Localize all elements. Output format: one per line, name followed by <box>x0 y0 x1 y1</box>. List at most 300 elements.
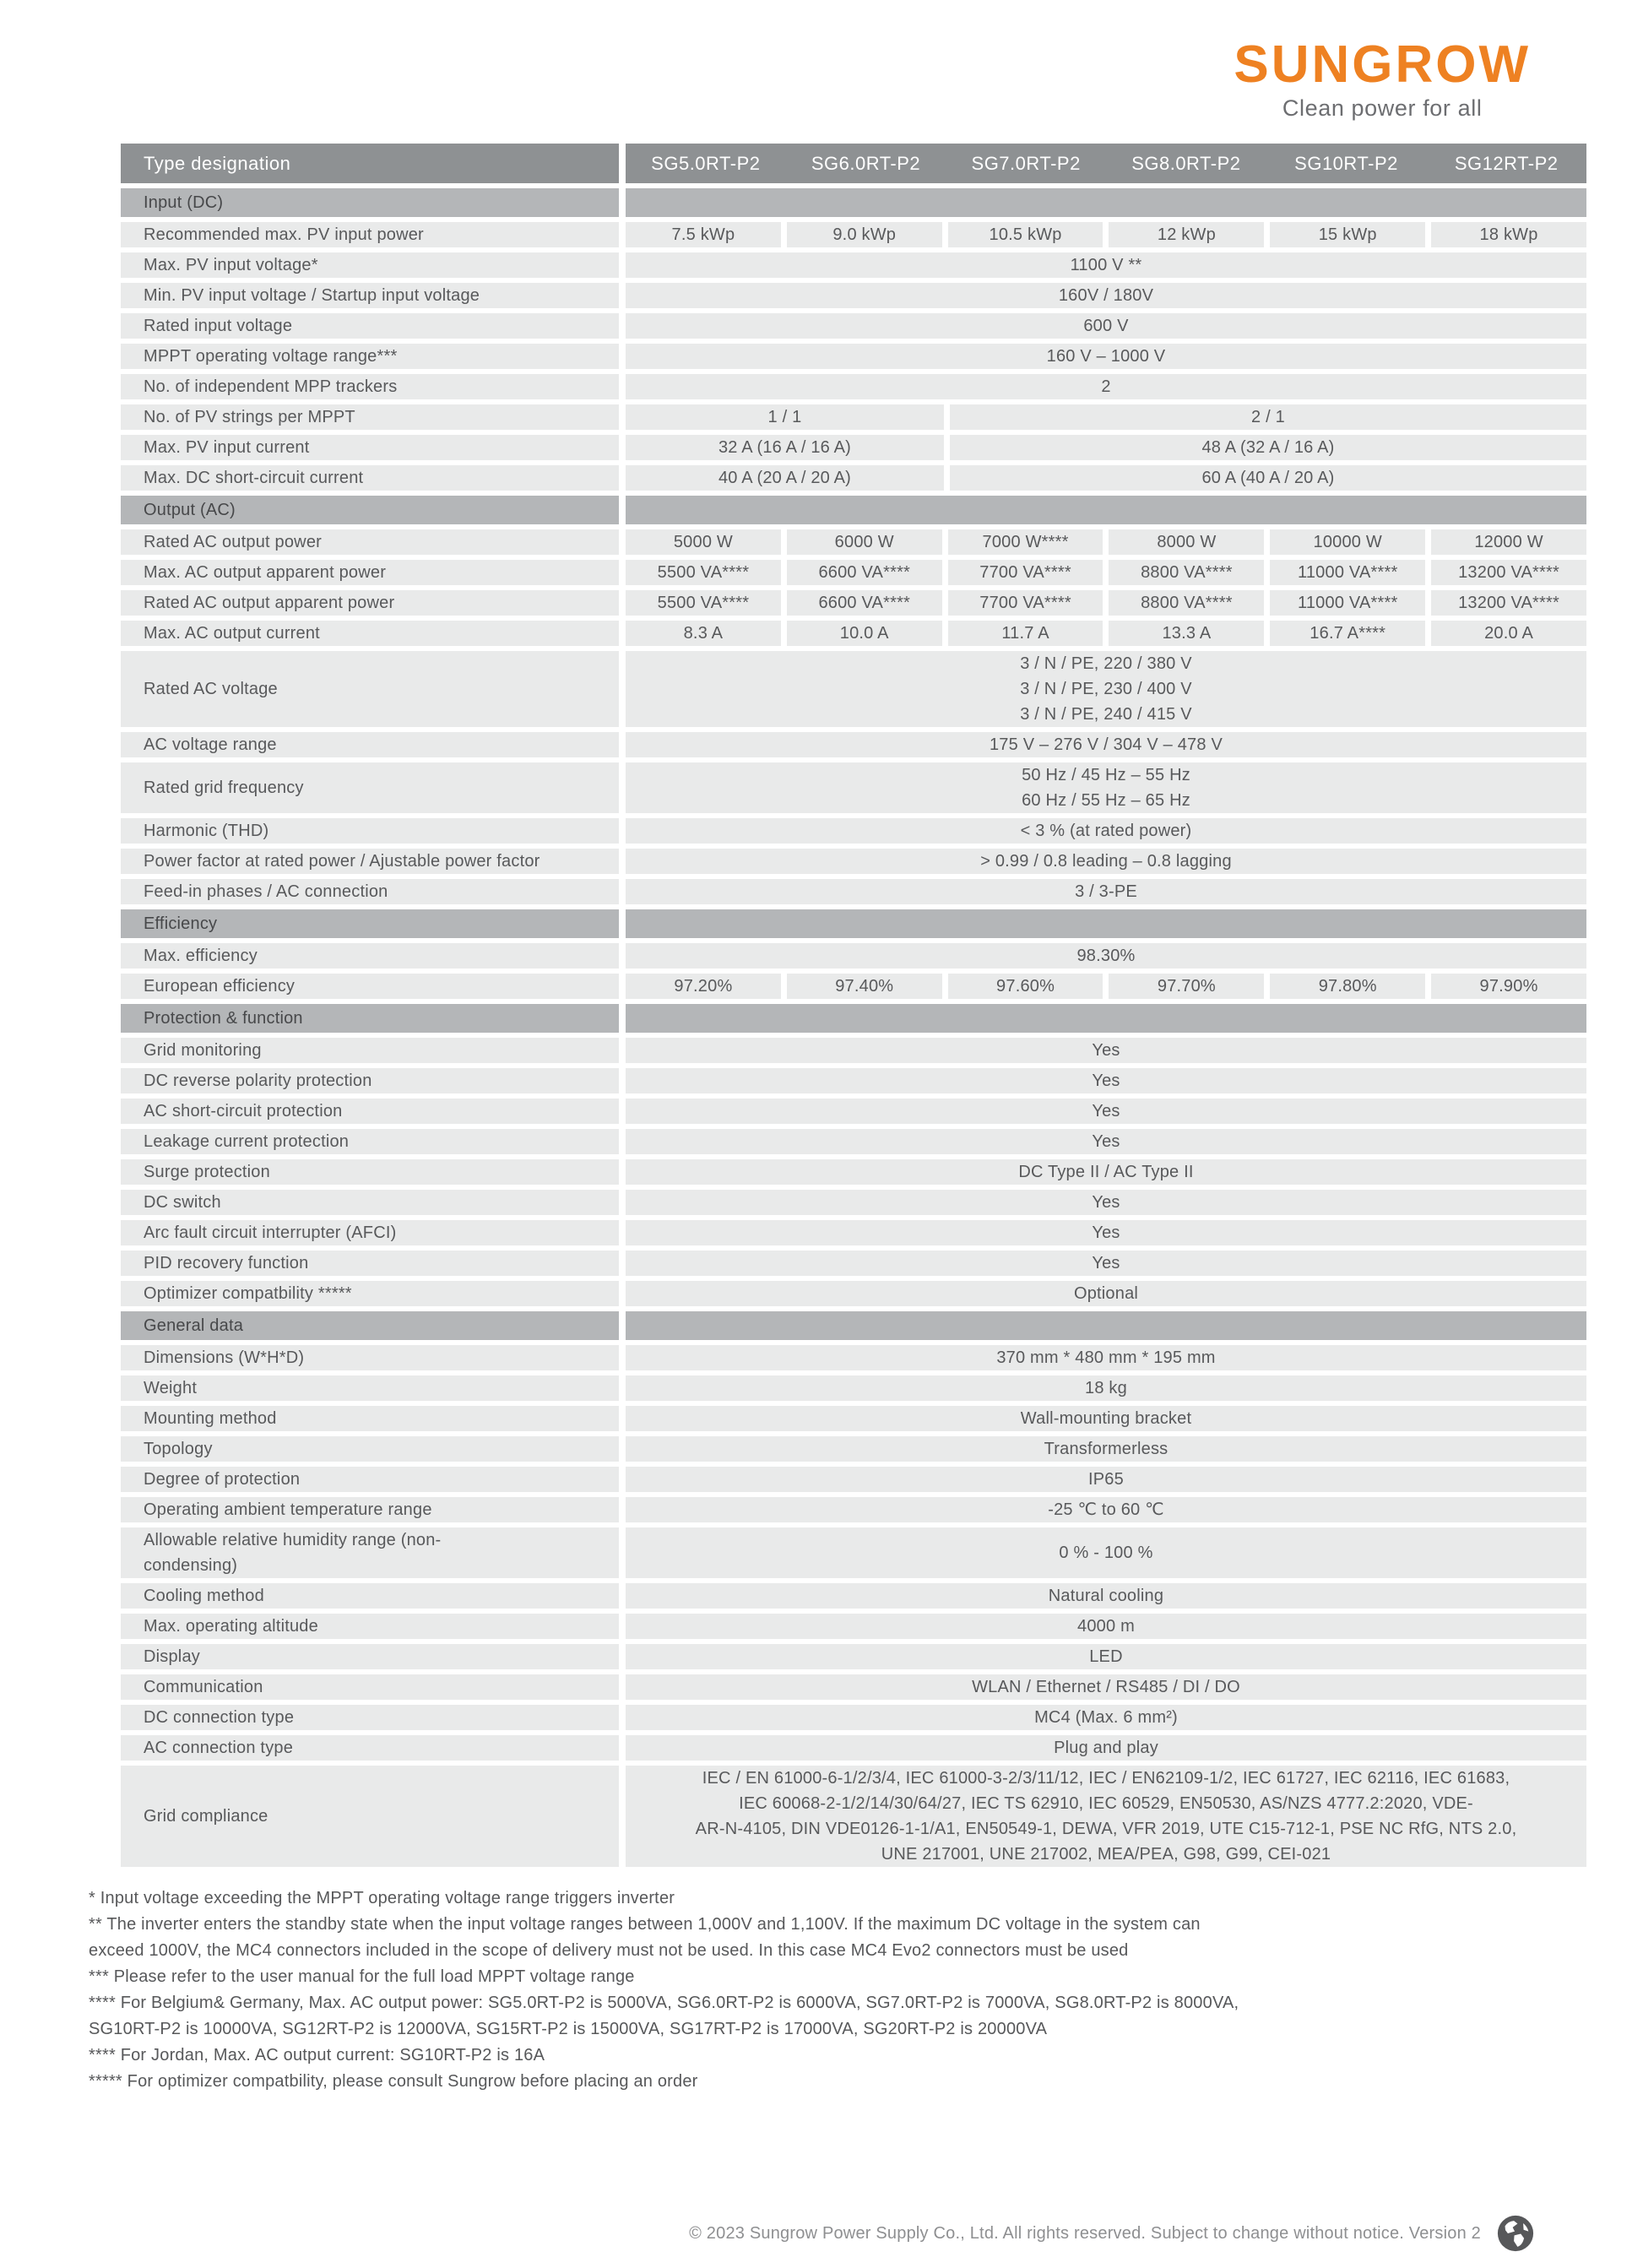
row-label <box>121 374 619 399</box>
label-line: Max. efficiency <box>144 947 258 965</box>
column-gap <box>619 651 626 727</box>
spec-row <box>121 404 1586 430</box>
column-gap <box>619 1099 626 1124</box>
row-value <box>1109 222 1264 247</box>
column-gap <box>619 1583 626 1609</box>
row-label <box>121 1159 619 1185</box>
spec-row <box>121 1583 1586 1609</box>
row-value <box>1270 529 1425 555</box>
column-gap <box>619 621 626 646</box>
value-line: AR-N-4105, DIN VDE0126-1-1/A1, EN50549-1, DEWA, VFR 2019, UTE C15-712-1, PSE NC RfG, NTS 2.0, <box>695 1820 1517 1838</box>
brand-header <box>1234 37 1531 122</box>
spec-row <box>121 1614 1586 1639</box>
value-line: 15 kWp <box>1318 225 1377 244</box>
value-line: 97.90% <box>1479 977 1538 996</box>
value-line: 3 / N / PE, 230 / 400 V <box>1020 680 1192 698</box>
row-value <box>1109 621 1264 646</box>
column-gap <box>619 404 626 430</box>
row-value <box>626 313 1586 339</box>
row-values <box>626 1375 1586 1401</box>
row-value <box>626 222 781 247</box>
value-line: LED <box>1089 1647 1123 1666</box>
column-gap <box>619 1705 626 1730</box>
row-values <box>626 1497 1586 1522</box>
row-label <box>121 252 619 278</box>
row-label <box>121 1281 619 1306</box>
spec-row <box>121 621 1586 646</box>
value-line: 2 <box>1101 377 1111 396</box>
value-line: IP65 <box>1088 1470 1124 1489</box>
row-values <box>626 974 1586 999</box>
spec-row <box>121 1068 1586 1093</box>
spec-row <box>121 1375 1586 1401</box>
section-header-row <box>121 496 1586 524</box>
column-gap <box>619 529 626 555</box>
value-line: IEC 60068-2-1/2/14/30/64/27, IEC TS 62910, IEC 60529, EN50530, AS/NZS 4777.2:2020, VDE- <box>739 1794 1473 1813</box>
spec-row <box>121 560 1586 585</box>
value-line: 18 kWp <box>1479 225 1538 244</box>
label-line: Max. operating altitude <box>144 1617 318 1636</box>
section-title: Protection & function <box>121 1004 619 1033</box>
label-line: AC voltage range <box>144 735 277 754</box>
spec-row <box>121 1038 1586 1063</box>
value-line: 11000 VA**** <box>1298 563 1398 582</box>
footnote-line: ** The inverter enters the standby state when the input voltage ranges between 1,000V and 1,100V. If the maximum DC voltage in the system can <box>89 1915 1201 1934</box>
row-value <box>1431 590 1586 616</box>
column-gap <box>619 1467 626 1492</box>
footnotes <box>89 1885 1592 2095</box>
column-gap <box>619 943 626 969</box>
spec-row <box>121 1497 1586 1522</box>
row-label <box>121 1190 619 1215</box>
section-bar <box>626 1311 1586 1340</box>
row-values <box>626 590 1586 616</box>
column-gap <box>619 1251 626 1276</box>
row-value <box>626 404 944 430</box>
row-label <box>121 943 619 969</box>
row-values <box>626 849 1586 874</box>
spec-row <box>121 879 1586 904</box>
value-line: 10.0 A <box>839 624 889 643</box>
row-label <box>121 283 619 308</box>
row-values <box>626 1129 1586 1154</box>
row-values <box>626 1674 1586 1700</box>
value-line: Yes <box>1092 1072 1120 1090</box>
row-value <box>626 1583 1586 1609</box>
label-line: Communication <box>144 1678 263 1696</box>
value-line: -25 ℃ to 60 ℃ <box>1048 1500 1164 1519</box>
spec-row <box>121 1099 1586 1124</box>
model-column-header: SG12RT-P2 <box>1454 152 1559 174</box>
value-line: 11000 VA**** <box>1298 594 1398 612</box>
label-line: Grid monitoring <box>144 1041 262 1060</box>
value-line: < 3 % (at rated power) <box>1020 822 1192 840</box>
row-label <box>121 651 619 727</box>
row-values <box>626 943 1586 969</box>
value-line: 160V / 180V <box>1058 286 1154 305</box>
footnote-line: **** For Jordan, Max. AC output current: SG10RT-P2 is 16A <box>89 2046 545 2065</box>
value-line: 600 V <box>1083 317 1129 335</box>
row-value <box>626 1099 1586 1124</box>
value-line: 13200 VA**** <box>1458 594 1559 612</box>
value-line: Yes <box>1092 1193 1120 1212</box>
row-value <box>626 1497 1586 1522</box>
value-line: Yes <box>1092 1102 1120 1120</box>
value-line: 97.80% <box>1318 977 1377 996</box>
spec-row <box>121 1345 1586 1370</box>
datasheet-page <box>0 37 1643 2268</box>
value-line: 20.0 A <box>1484 624 1534 643</box>
row-label <box>121 313 619 339</box>
value-line: 4000 m <box>1077 1617 1135 1636</box>
section-bar <box>626 1004 1586 1033</box>
row-values <box>626 1583 1586 1609</box>
column-gap <box>619 1004 626 1033</box>
column-gap <box>619 1735 626 1761</box>
spec-table <box>121 144 1586 1867</box>
row-value <box>1109 974 1264 999</box>
column-gap <box>619 313 626 339</box>
column-gap <box>619 188 626 217</box>
row-values <box>626 1038 1586 1063</box>
type-designation-header: Type designation <box>121 144 619 183</box>
spec-row <box>121 1527 1586 1578</box>
row-values <box>626 1281 1586 1306</box>
model-column-header: SG8.0RT-P2 <box>1131 152 1241 174</box>
label-line: No. of independent MPP trackers <box>144 377 398 396</box>
label-line: Max. PV input voltage* <box>144 256 318 274</box>
value-line: 13200 VA**** <box>1458 563 1559 582</box>
row-value <box>626 1190 1586 1215</box>
column-gap <box>619 879 626 904</box>
row-value <box>626 879 1586 904</box>
column-gap <box>619 762 626 813</box>
row-label <box>121 849 619 874</box>
value-line: DC Type II / AC Type II <box>1018 1163 1194 1181</box>
column-gap <box>619 222 626 247</box>
label-line: Harmonic (THD) <box>144 822 269 840</box>
footnote-line: **** For Belgium& Germany, Max. AC output power: SG5.0RT-P2 is 5000VA, SG6.0RT-P2 is 6000VA, SG7.0RT-P2 is 7000VA, SG8.0RT-P2 is 8000VA, <box>89 1994 1239 2012</box>
value-line: UNE 217001, UNE 217002, MEA/PEA, G98, G99, CEI-021 <box>881 1845 1331 1864</box>
row-label <box>121 404 619 430</box>
row-values <box>626 222 1586 247</box>
row-value <box>787 222 942 247</box>
row-label <box>121 1220 619 1245</box>
row-values <box>626 283 1586 308</box>
row-value <box>626 252 1586 278</box>
row-value <box>626 974 781 999</box>
row-label <box>121 1038 619 1063</box>
row-value <box>1431 621 1586 646</box>
section-header-row <box>121 188 1586 217</box>
column-gap <box>619 435 626 460</box>
section-bar <box>626 188 1586 217</box>
row-value <box>1270 590 1425 616</box>
row-label <box>121 1614 619 1639</box>
spec-row <box>121 344 1586 369</box>
column-gap <box>619 1766 626 1867</box>
row-label <box>121 1674 619 1700</box>
row-values <box>626 1614 1586 1639</box>
globe-icon <box>1496 2214 1535 2253</box>
table-header-row <box>121 144 1586 183</box>
row-value <box>626 590 781 616</box>
spec-row <box>121 252 1586 278</box>
spec-row <box>121 529 1586 555</box>
row-value <box>787 529 942 555</box>
row-label <box>121 879 619 904</box>
row-label <box>121 560 619 585</box>
row-value <box>1109 560 1264 585</box>
spec-row <box>121 1281 1586 1306</box>
label-line: Leakage current protection <box>144 1132 350 1151</box>
label-line: No. of PV strings per MPPT <box>144 408 355 426</box>
row-value <box>626 1159 1586 1185</box>
row-label <box>121 974 619 999</box>
row-label <box>121 1345 619 1370</box>
section-header-row <box>121 1004 1586 1033</box>
row-values <box>626 1705 1586 1730</box>
label-line: Weight <box>144 1379 198 1397</box>
row-values <box>626 529 1586 555</box>
label-line: condensing) <box>144 1556 238 1575</box>
row-label <box>121 1436 619 1462</box>
value-line: 60 A (40 A / 20 A) <box>1201 469 1335 487</box>
section-title: Input (DC) <box>121 188 619 217</box>
row-values <box>626 313 1586 339</box>
column-gap <box>619 909 626 938</box>
row-label <box>121 1375 619 1401</box>
label-line: Operating ambient temperature range <box>144 1500 432 1519</box>
row-label <box>121 1251 619 1276</box>
row-label <box>121 529 619 555</box>
row-value <box>787 590 942 616</box>
page-footer <box>689 2214 1535 2253</box>
row-value <box>626 762 1586 813</box>
row-values <box>626 1190 1586 1215</box>
spec-row <box>121 818 1586 844</box>
column-gap <box>619 1436 626 1462</box>
column-gap <box>619 144 626 183</box>
row-values <box>626 344 1586 369</box>
label-line: AC short-circuit protection <box>144 1102 343 1120</box>
value-line: 9.0 kWp <box>832 225 897 244</box>
value-line: 12 kWp <box>1157 225 1216 244</box>
row-value <box>1109 529 1264 555</box>
value-line: 8800 VA**** <box>1141 594 1233 612</box>
value-line: Natural cooling <box>1048 1587 1164 1605</box>
row-value <box>626 465 944 491</box>
spec-row <box>121 374 1586 399</box>
spec-row <box>121 465 1586 491</box>
row-value <box>626 1436 1586 1462</box>
row-value <box>626 435 944 460</box>
row-value <box>626 1467 1586 1492</box>
spec-row <box>121 1406 1586 1431</box>
section-bar <box>626 496 1586 524</box>
row-value <box>948 621 1103 646</box>
row-label <box>121 222 619 247</box>
row-label <box>121 590 619 616</box>
row-value <box>948 590 1103 616</box>
row-value <box>626 1705 1586 1730</box>
spec-row <box>121 943 1586 969</box>
sungrow-logo: SUNGROW <box>1234 35 1531 94</box>
spec-row <box>121 1674 1586 1700</box>
row-values <box>626 252 1586 278</box>
row-value <box>1270 974 1425 999</box>
row-label <box>121 732 619 757</box>
row-values <box>626 465 1586 491</box>
row-value <box>950 435 1586 460</box>
label-line: Rated AC voltage <box>144 680 278 698</box>
label-line: Mounting method <box>144 1409 277 1428</box>
spec-row <box>121 974 1586 999</box>
row-value <box>1270 560 1425 585</box>
row-value <box>626 1068 1586 1093</box>
label-line: Rated grid frequency <box>144 779 304 797</box>
label-line: Rated AC output apparent power <box>144 594 395 612</box>
label-line: Grid compliance <box>144 1807 268 1826</box>
column-gap <box>619 1281 626 1306</box>
column-gap <box>619 1129 626 1154</box>
spec-row <box>121 283 1586 308</box>
column-gap <box>619 1527 626 1578</box>
row-value <box>626 283 1586 308</box>
spec-row <box>121 849 1586 874</box>
row-value <box>626 621 781 646</box>
spec-row <box>121 1129 1586 1154</box>
value-line: 13.3 A <box>1162 624 1212 643</box>
row-label <box>121 621 619 646</box>
footnote-line: * Input voltage exceeding the MPPT operating voltage range triggers inverter <box>89 1889 675 1907</box>
value-line: 16.7 A**** <box>1310 624 1386 643</box>
row-value <box>626 1527 1586 1578</box>
column-gap <box>619 732 626 757</box>
row-value <box>626 943 1586 969</box>
row-value <box>787 974 942 999</box>
spec-row <box>121 222 1586 247</box>
row-value <box>626 560 781 585</box>
value-line: Yes <box>1092 1041 1120 1060</box>
row-value <box>1270 621 1425 646</box>
label-line: MPPT operating voltage range*** <box>144 347 398 366</box>
row-values <box>626 732 1586 757</box>
section-title: General data <box>121 1311 619 1340</box>
row-label <box>121 1583 619 1609</box>
row-value <box>626 1614 1586 1639</box>
column-gap <box>619 252 626 278</box>
spec-row <box>121 1735 1586 1761</box>
row-label <box>121 1705 619 1730</box>
row-label <box>121 435 619 460</box>
value-line: 7700 VA**** <box>979 594 1071 612</box>
model-column-header: SG10RT-P2 <box>1294 152 1398 174</box>
value-line: 97.70% <box>1157 977 1216 996</box>
row-values <box>626 651 1586 727</box>
label-line: Arc fault circuit interrupter (AFCI) <box>144 1224 397 1242</box>
row-values <box>626 374 1586 399</box>
model-headers <box>626 144 1586 183</box>
value-line: 8800 VA**** <box>1141 563 1233 582</box>
row-values <box>626 879 1586 904</box>
row-values <box>626 1159 1586 1185</box>
value-line: 6600 VA**** <box>818 594 911 612</box>
column-gap <box>619 818 626 844</box>
value-line: Optional <box>1073 1284 1139 1303</box>
row-value <box>626 1038 1586 1063</box>
column-gap <box>619 849 626 874</box>
row-values <box>626 762 1586 813</box>
spec-row <box>121 313 1586 339</box>
column-gap <box>619 1497 626 1522</box>
label-line: Dimensions (W*H*D) <box>144 1348 305 1367</box>
value-line: Plug and play <box>1054 1739 1158 1757</box>
spec-row <box>121 1190 1586 1215</box>
value-line: Transformerless <box>1044 1440 1169 1458</box>
row-label <box>121 465 619 491</box>
value-line: 60 Hz / 55 Hz – 65 Hz <box>1022 791 1190 810</box>
spec-row <box>121 435 1586 460</box>
row-values <box>626 1406 1586 1431</box>
value-line: 5000 W <box>673 533 733 551</box>
column-gap <box>619 1311 626 1340</box>
value-line: 2 / 1 <box>1251 408 1285 426</box>
row-value <box>1431 529 1586 555</box>
model-column-header: SG6.0RT-P2 <box>811 152 921 174</box>
column-gap <box>619 1375 626 1401</box>
column-gap <box>619 344 626 369</box>
row-value <box>626 732 1586 757</box>
value-line: Yes <box>1092 1254 1120 1272</box>
row-value <box>626 1251 1586 1276</box>
row-value <box>948 974 1103 999</box>
row-label <box>121 1735 619 1761</box>
spec-row <box>121 762 1586 813</box>
label-line: DC reverse polarity protection <box>144 1072 372 1090</box>
row-values <box>626 1644 1586 1669</box>
row-values <box>626 435 1586 460</box>
copyright-text: © 2023 Sungrow Power Supply Co., Ltd. All rights reserved. Subject to change without notice. Version 2 <box>689 2223 1481 2243</box>
row-value <box>626 344 1586 369</box>
column-gap <box>619 974 626 999</box>
row-value <box>1431 560 1586 585</box>
row-value <box>948 560 1103 585</box>
value-line: 98.30% <box>1076 947 1136 965</box>
row-value <box>626 1766 1586 1867</box>
row-values <box>626 621 1586 646</box>
column-gap <box>619 283 626 308</box>
row-value <box>626 1281 1586 1306</box>
section-title: Efficiency <box>121 909 619 938</box>
footnote-line: ***** For optimizer compatbility, please consult Sungrow before placing an order <box>89 2072 698 2091</box>
value-line: 0 % - 100 % <box>1059 1544 1153 1562</box>
row-value <box>950 404 1586 430</box>
column-gap <box>619 1038 626 1063</box>
row-values <box>626 1436 1586 1462</box>
value-line: 97.20% <box>674 977 733 996</box>
row-value <box>626 1674 1586 1700</box>
row-value <box>1109 590 1264 616</box>
value-line: 32 A (16 A / 16 A) <box>718 438 852 457</box>
value-line: WLAN / Ethernet / RS485 / DI / DO <box>972 1678 1240 1696</box>
value-line: 40 A (20 A / 20 A) <box>718 469 852 487</box>
row-values <box>626 1735 1586 1761</box>
row-value <box>626 1735 1586 1761</box>
label-line: Allowable relative humidity range (non- <box>144 1531 442 1549</box>
value-line: > 0.99 / 0.8 leading – 0.8 lagging <box>980 852 1232 871</box>
label-line: Power factor at rated power / Ajustable power factor <box>144 852 540 871</box>
